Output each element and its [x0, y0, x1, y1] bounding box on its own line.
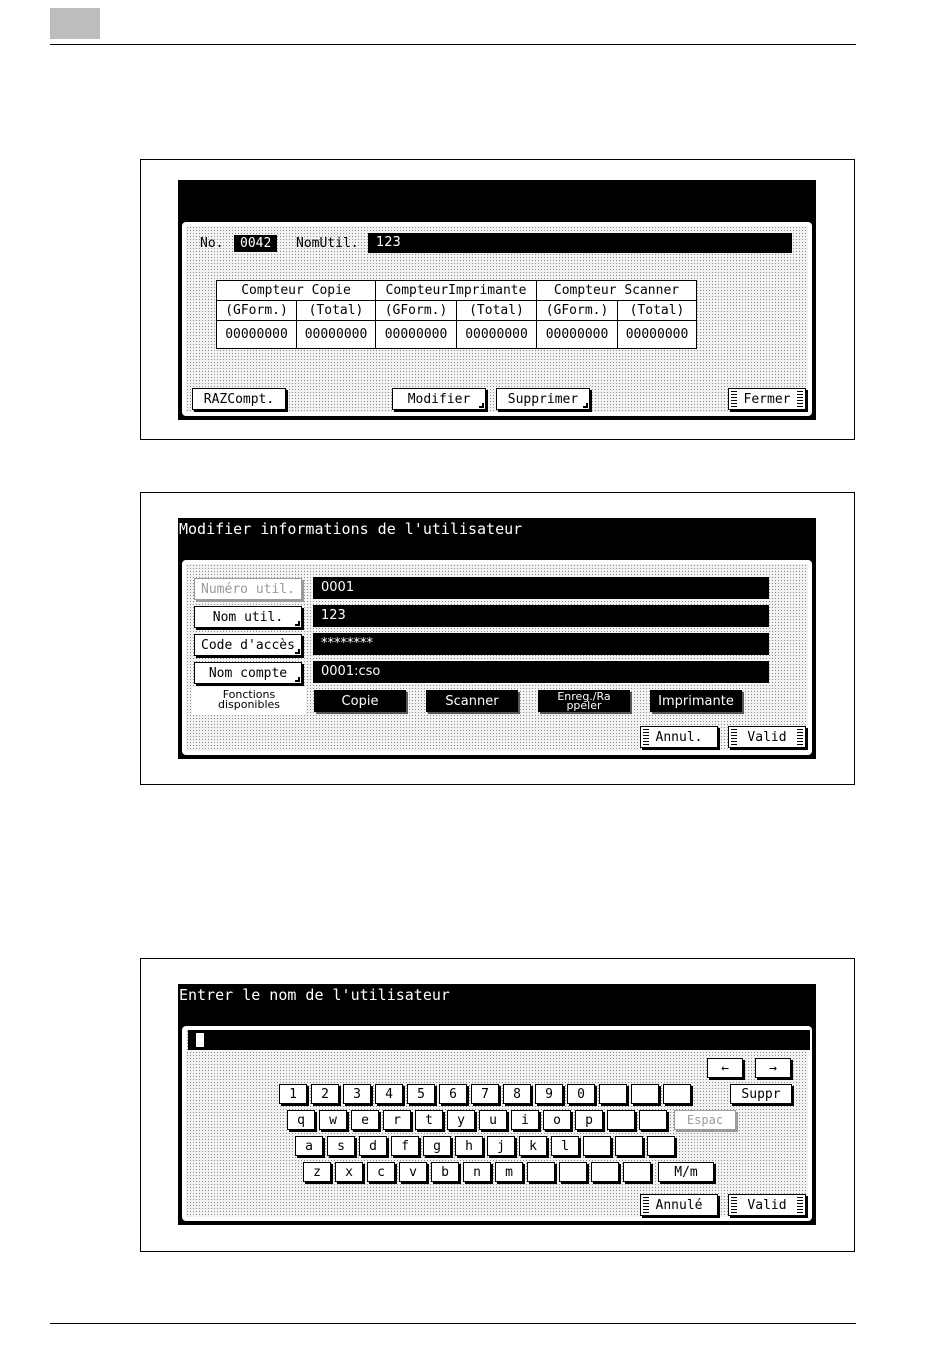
keyboard-key[interactable]: w	[319, 1110, 347, 1130]
delete-button[interactable]: Supprimer	[496, 388, 590, 410]
keyboard-key[interactable]: a	[295, 1136, 323, 1156]
submenu-corner-icon	[295, 621, 300, 626]
screen-title: Entrer le nom de l'utilisateur	[179, 986, 450, 1004]
delete-key[interactable]: Suppr	[730, 1084, 792, 1104]
keyboard-key[interactable]: n	[463, 1162, 491, 1182]
footer-rule	[50, 1323, 856, 1324]
keyboard-key[interactable]: k	[519, 1136, 547, 1156]
keyboard-key[interactable]: 4	[375, 1084, 403, 1104]
reset-counter-button[interactable]: RAZCompt.	[192, 388, 286, 410]
submenu-corner-icon	[295, 677, 300, 682]
keyboard-key[interactable]: r	[383, 1110, 411, 1130]
counter-value: 00000000	[618, 321, 697, 349]
keyboard-key[interactable]: 7	[471, 1084, 499, 1104]
keyboard-key[interactable]: 2	[311, 1084, 339, 1104]
screen-title: Modifier informations de l'utilisateur	[179, 520, 523, 538]
keyboard-key[interactable]: m	[495, 1162, 523, 1182]
submenu-corner-icon	[583, 403, 588, 408]
keyboard-key[interactable]	[527, 1162, 555, 1182]
keyboard-key[interactable]	[639, 1110, 667, 1130]
access-code-button[interactable]: Code d'accès	[194, 634, 302, 656]
user-name-value: 123	[313, 605, 769, 627]
keyboard-key[interactable]: z	[303, 1162, 331, 1182]
keyboard-key[interactable]: 1	[279, 1084, 307, 1104]
no-label: No.	[200, 236, 224, 251]
screen-title	[178, 180, 816, 220]
keyboard-key[interactable]: p	[575, 1110, 603, 1130]
modify-user-panel	[180, 558, 814, 757]
screenshot-frame-3	[140, 958, 855, 1252]
space-key: Espac	[674, 1110, 736, 1130]
screenshot-frame-2	[140, 492, 855, 785]
modify-user-screen	[178, 518, 816, 759]
subheader-cell: (GForm.)	[217, 301, 297, 321]
keyboard-key[interactable]: f	[391, 1136, 419, 1156]
keyboard-key[interactable]: o	[543, 1110, 571, 1130]
page-tab-marker	[50, 8, 100, 39]
keyboard-key[interactable]: 9	[535, 1084, 563, 1104]
function-scanner-toggle[interactable]: Scanner	[426, 690, 518, 712]
account-name-button[interactable]: Nom compte	[194, 662, 302, 684]
header-rule	[50, 44, 856, 45]
keyboard-key[interactable]	[647, 1136, 675, 1156]
user-number-button: Numéro util.	[194, 578, 302, 600]
keyboard-key[interactable]: g	[423, 1136, 451, 1156]
keyboard-key[interactable]: l	[551, 1136, 579, 1156]
counter-panel	[180, 220, 814, 418]
close-button[interactable]: Fermer	[728, 388, 806, 410]
counter-value: 00000000	[297, 321, 376, 349]
ok-button[interactable]: Valid	[728, 726, 806, 748]
functions-label: Fonctions disponibles	[192, 687, 306, 715]
keyboard-key[interactable]	[583, 1136, 611, 1156]
no-value: 0042	[234, 235, 277, 252]
keyboard-key[interactable]: 0	[567, 1084, 595, 1104]
header-copy-counter: Compteur Copie	[217, 281, 376, 301]
function-copy-toggle[interactable]: Copie	[314, 690, 406, 712]
cursor-left-key[interactable]: ←	[707, 1058, 743, 1078]
counter-value: 00000000	[217, 321, 297, 349]
keyboard-key[interactable]: 3	[343, 1084, 371, 1104]
keyboard-key[interactable]: e	[351, 1110, 379, 1130]
user-name-input[interactable]	[188, 1030, 810, 1050]
keyboard-key[interactable]	[591, 1162, 619, 1182]
keyboard-key[interactable]: c	[367, 1162, 395, 1182]
keyboard-key[interactable]: b	[431, 1162, 459, 1182]
keyboard-key[interactable]: d	[359, 1136, 387, 1156]
keyboard-key[interactable]: h	[455, 1136, 483, 1156]
access-code-value: ********	[313, 633, 769, 655]
keyboard-key[interactable]: 5	[407, 1084, 435, 1104]
cursor-right-key[interactable]: →	[755, 1058, 791, 1078]
screenshot-frame-1	[140, 159, 855, 440]
counter-value: 00000000	[537, 321, 618, 349]
subheader-cell: (Total)	[297, 301, 376, 321]
function-printer-toggle[interactable]: Imprimante	[650, 690, 742, 712]
user-name-label: NomUtil.	[296, 236, 359, 251]
cancel-button[interactable]: Annulé	[640, 1194, 718, 1216]
keyboard-key[interactable]: j	[487, 1136, 515, 1156]
keyboard-key[interactable]	[615, 1136, 643, 1156]
subheader-cell: (GForm.)	[376, 301, 457, 321]
keyboard-key[interactable]: t	[415, 1110, 443, 1130]
keyboard-key[interactable]	[559, 1162, 587, 1182]
counter-screen	[178, 180, 816, 420]
modify-button[interactable]: Modifier	[392, 388, 486, 410]
keyboard-key[interactable]: i	[511, 1110, 539, 1130]
user-number-value: 0001	[313, 577, 769, 599]
keyboard-key[interactable]	[623, 1162, 651, 1182]
submenu-corner-icon	[295, 649, 300, 654]
subheader-cell: (Total)	[618, 301, 697, 321]
subheader-cell: (Total)	[457, 301, 537, 321]
function-store-recall-toggle[interactable]: Enreg./Rappeler	[538, 690, 630, 712]
keyboard-panel	[180, 1024, 814, 1223]
keyboard-key[interactable]	[599, 1084, 627, 1104]
account-name-value: 0001:cso	[313, 661, 769, 683]
text-cursor	[196, 1033, 204, 1047]
user-name-value: 123	[368, 233, 792, 253]
keyboard-key[interactable]: y	[447, 1110, 475, 1130]
header-scanner-counter: Compteur Scanner	[537, 281, 697, 301]
ok-button[interactable]: Valid	[728, 1194, 806, 1216]
enter-user-name-screen	[178, 984, 816, 1225]
keyboard-key[interactable]	[607, 1110, 635, 1130]
keyboard-key[interactable]: 6	[439, 1084, 467, 1104]
keyboard-key[interactable]: x	[335, 1162, 363, 1182]
keyboard-key[interactable]	[631, 1084, 659, 1104]
counter-table	[216, 280, 697, 349]
cancel-button[interactable]: Annul.	[640, 726, 718, 748]
header-printer-counter: CompteurImprimante	[376, 281, 537, 301]
keyboard-key[interactable]: v	[399, 1162, 427, 1182]
counter-value: 00000000	[457, 321, 537, 349]
keyboard-key[interactable]: s	[327, 1136, 355, 1156]
counter-value: 00000000	[376, 321, 457, 349]
keyboard-key[interactable]: 8	[503, 1084, 531, 1104]
keyboard-key[interactable]	[663, 1084, 691, 1104]
subheader-cell: (GForm.)	[537, 301, 618, 321]
keyboard-key[interactable]: q	[287, 1110, 315, 1130]
submenu-corner-icon	[479, 403, 484, 408]
keyboard-key[interactable]: u	[479, 1110, 507, 1130]
case-toggle-key[interactable]: M/m	[658, 1162, 714, 1182]
user-name-button[interactable]: Nom util.	[194, 606, 302, 628]
